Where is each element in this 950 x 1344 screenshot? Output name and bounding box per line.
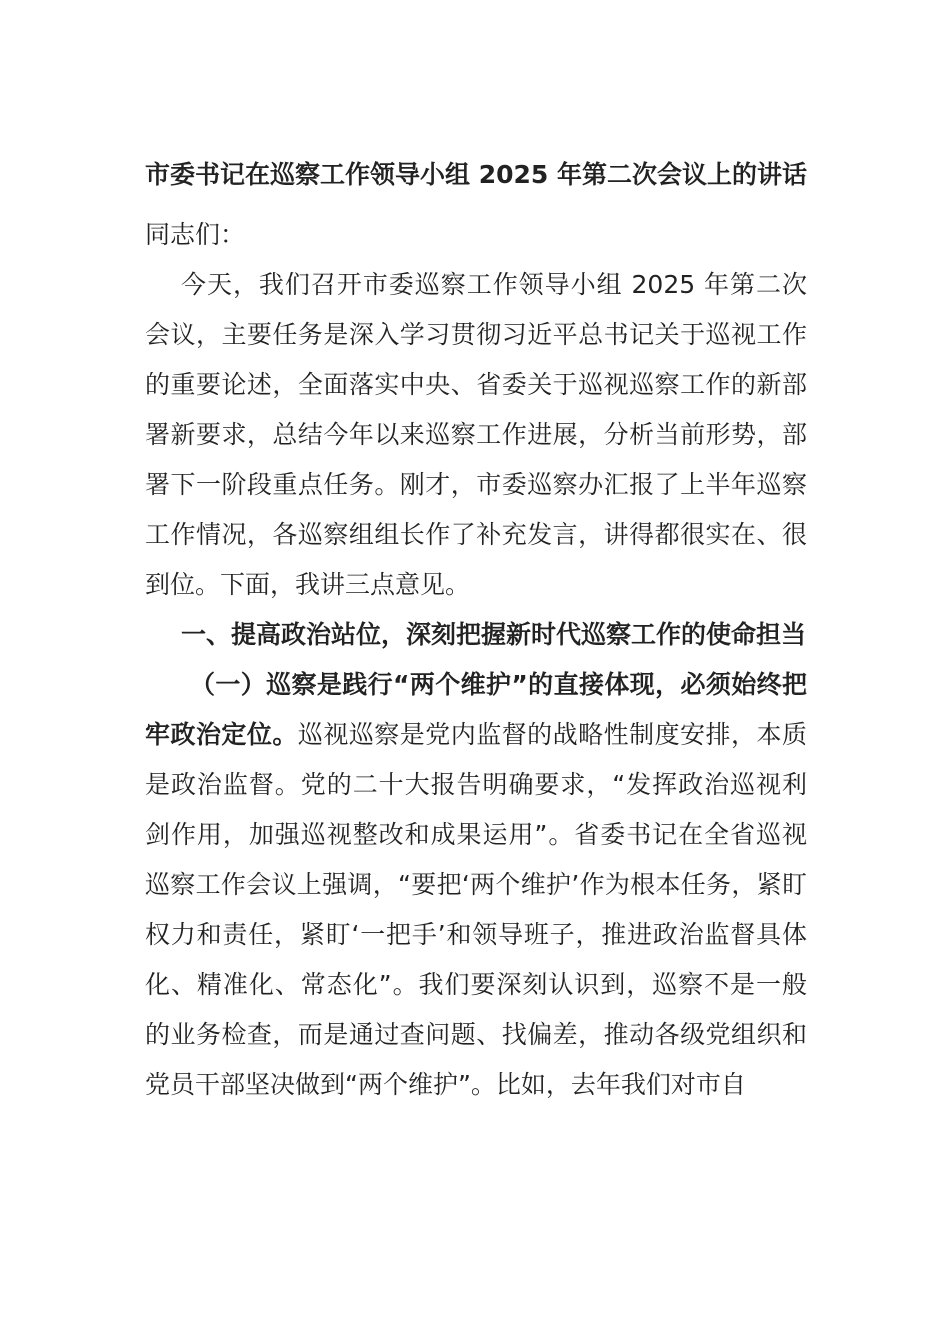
salutation: 同志们： xyxy=(145,220,246,249)
subsection-lead: （一）巡察是践行“两个维护”的直接体现，必须始终把牢政治定位。 xyxy=(145,670,807,749)
subsection-body: 巡视巡察是党内监督的战略性制度安排，本质是政治监督。党的二十大报告明确要求，“发挥政治巡视利剑作用，加强巡视整改和成果运用”。省委书记在全省巡视巡察工作会议上强调，“要把‘两个维护’作为根本任务，紧盯权力和责任，紧盯‘一把手’和领导班子，推进政治监督具体化、精准化、常态化”。我们要深刻认识到，巡察不是一般的业务检查，而是通过查问题、找偏差，推动各级党组织和党员干部坚决做到“两个维护”。比如，去年我们对市自 xyxy=(145,720,807,1099)
intro-paragraph: 今天，我们召开市委巡察工作领导小组 2025 年第二次会议，主要任务是深入学习贯彻习近平总书记关于巡视工作的重要论述，全面落实中央、省委关于巡视巡察工作的新部署新要求，总结今年以来巡察工作进展，分析当前形势，部署下一阶段重点任务。刚才，市委巡察办汇报了上半年巡察工作情况，各巡察组组长作了补充发言，讲得都很实在、很到位。下面，我讲三点意见。 xyxy=(145,270,807,599)
document-page xyxy=(145,150,807,1110)
document-title: 市委书记在巡察工作领导小组 2025 年第二次会议上的讲话 xyxy=(145,160,807,189)
subsection-paragraph-1 xyxy=(145,660,807,1110)
section-heading-1: 一、提高政治站位，深刻把握新时代巡察工作的使命担当 xyxy=(181,620,807,649)
